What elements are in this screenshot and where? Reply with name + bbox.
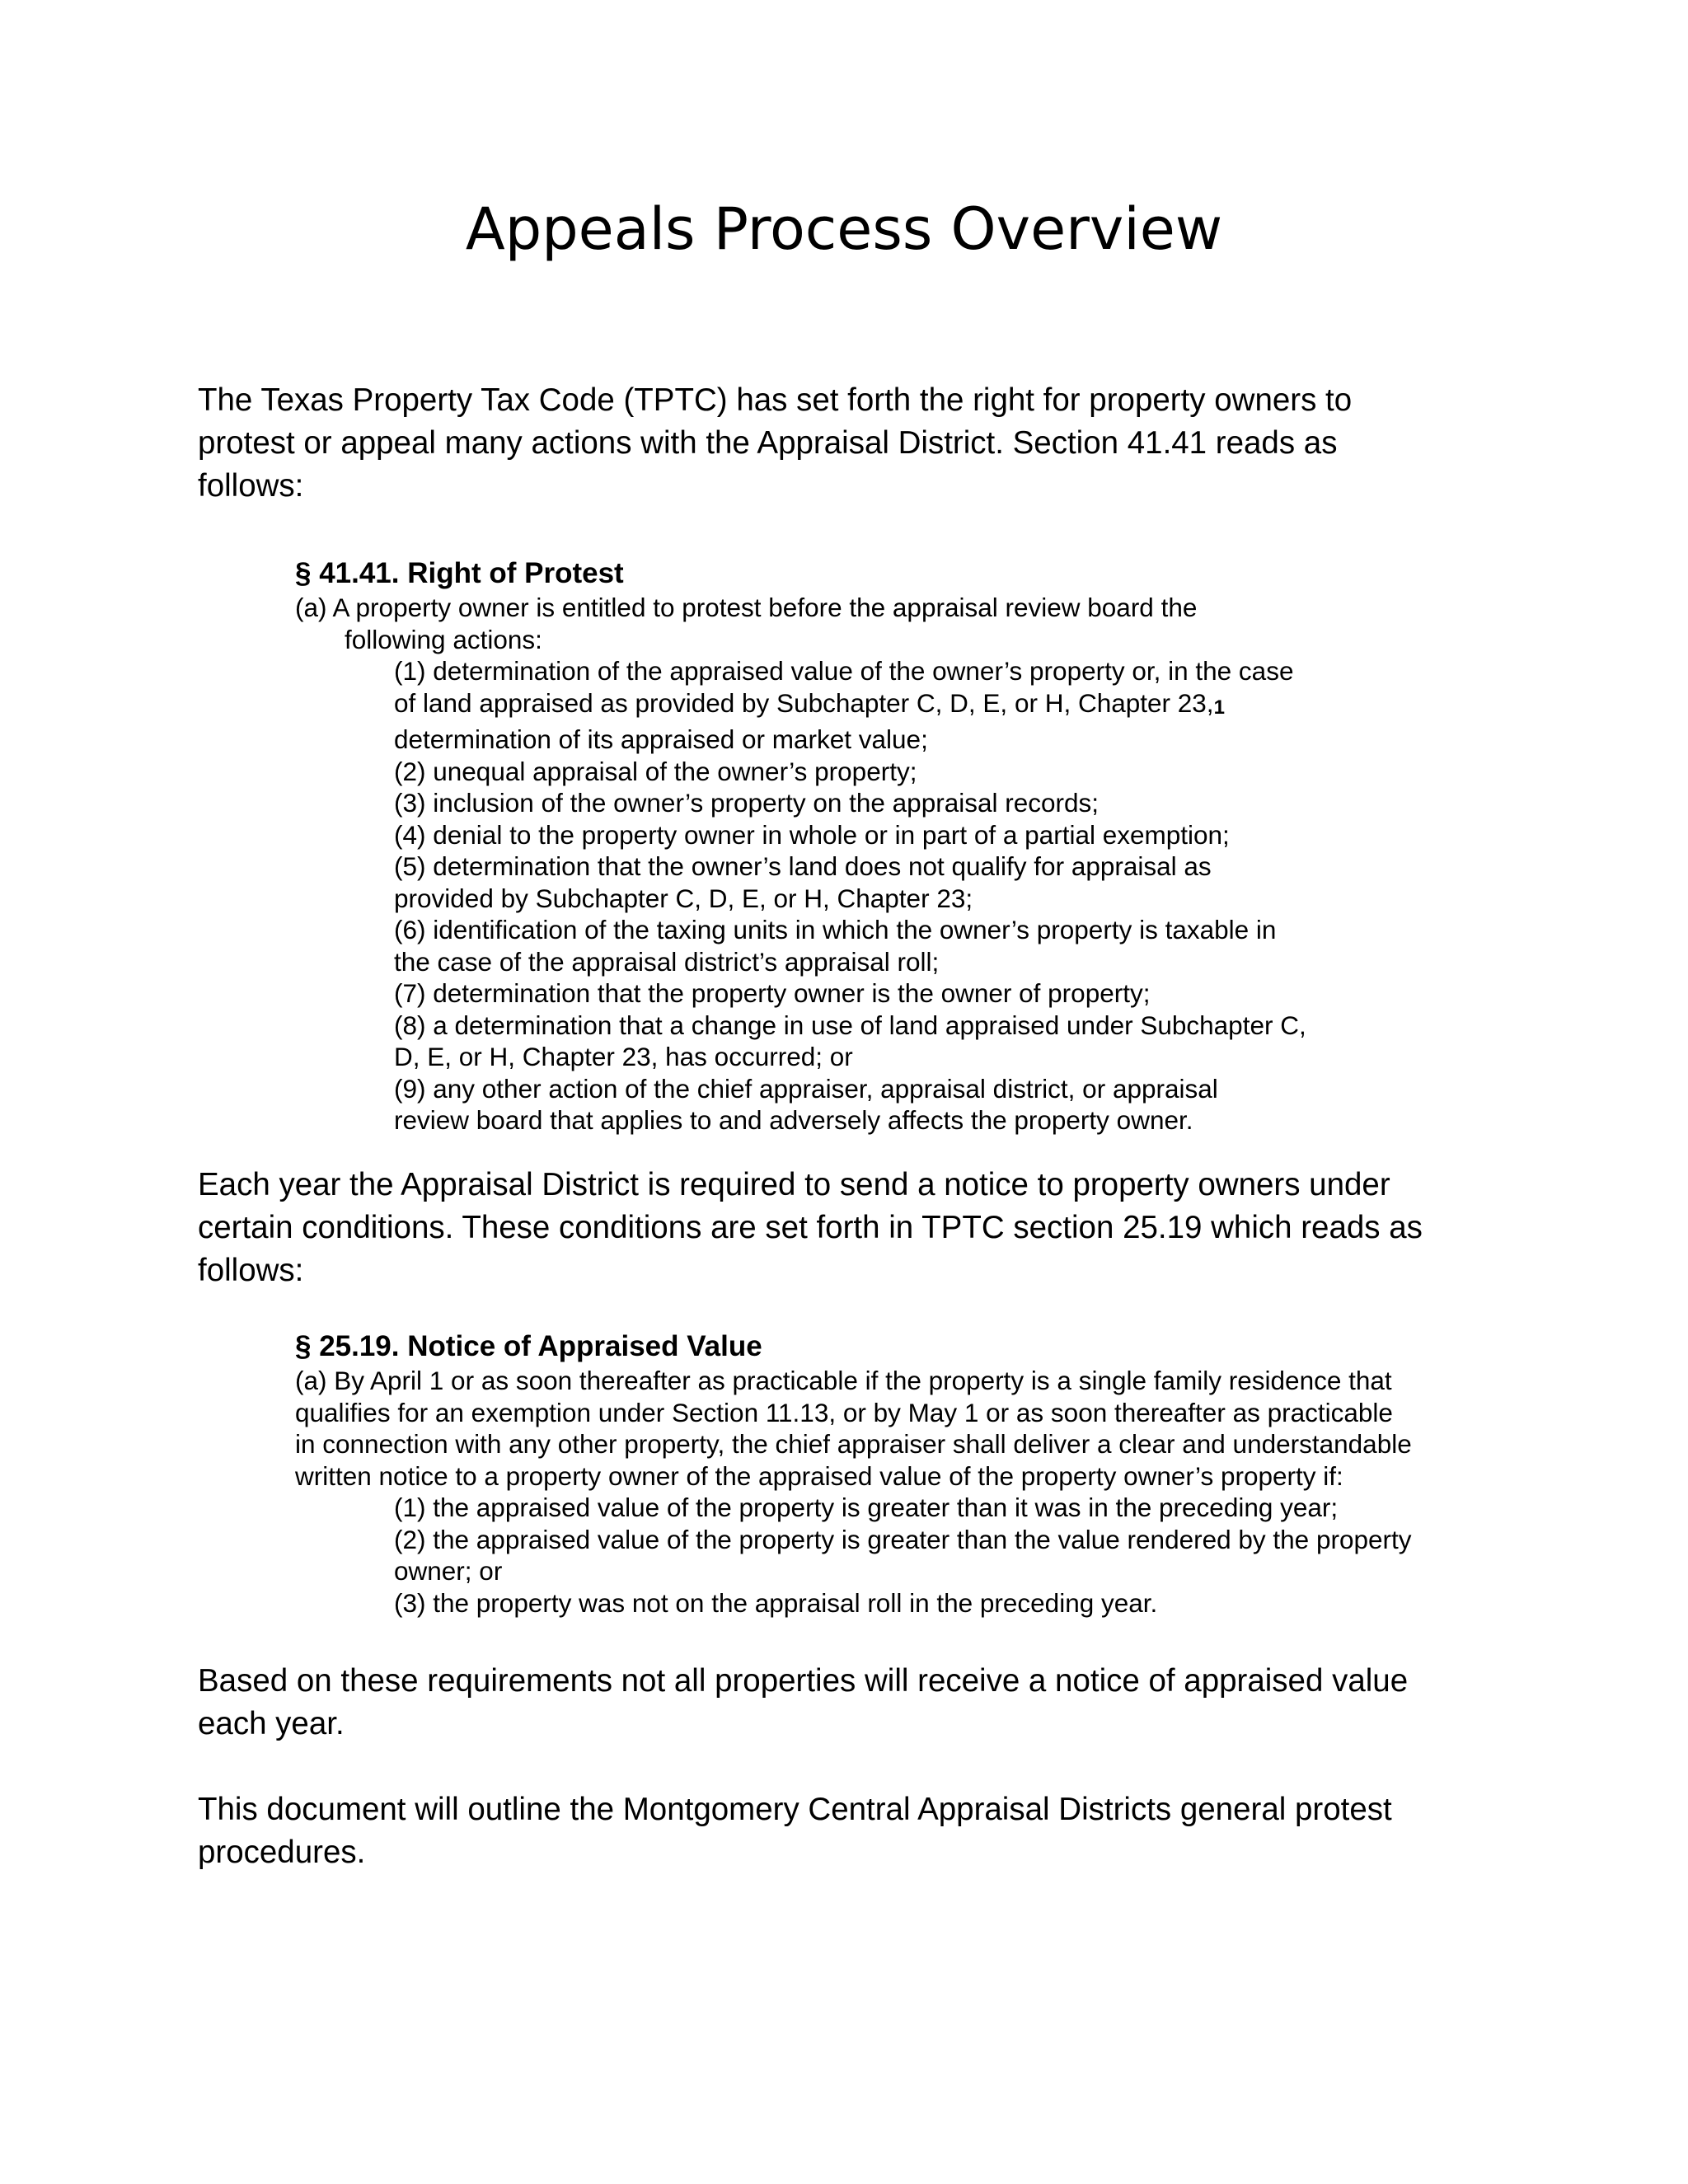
protest-item-line: (6) identification of the taxing units in which the owner’s property is taxable in <box>394 915 1277 944</box>
protest-item-line: the case of the appraisal district’s appraisal roll; <box>394 946 940 977</box>
protest-item-line: (7) determination that the property owner is the owner of property; <box>394 978 1151 1008</box>
protest-item-line: (3) inclusion of the owner’s property on the appraisal records; <box>394 788 1100 818</box>
intro-line: The Texas Property Tax Code (TPTC) has set forth the right for property owners to <box>198 382 1353 418</box>
section-25-19-a-line: written notice to a property owner of the appraised value of the property owner’s property if: <box>295 1460 1343 1491</box>
notice-line: Each year the Appraisal District is required to send a notice to property owners under <box>198 1167 1390 1202</box>
protest-item-line: (1) determination of the appraised value of the owner’s property or, in the case <box>394 656 1294 686</box>
section-41-41-quote <box>295 555 1490 1137</box>
requirements-line: Based on these requirements not all properties will receive a notice of appraised value <box>198 1663 1409 1699</box>
outline-line: procedures. <box>198 1835 366 1870</box>
section-41-41-a-line: (a) A property owner is entitled to protest before the appraisal review board the <box>295 593 1198 622</box>
section-41-41-a-line: following actions: <box>345 624 542 654</box>
protest-item-line: (5) determination that the owner’s land does not qualify for appraisal as <box>394 851 1212 881</box>
section-41-41-heading: § 41.41. Right of Protest <box>295 557 624 589</box>
notice-line: follows: <box>198 1253 304 1288</box>
requirements-paragraph <box>198 1660 1517 1746</box>
outline-line: This document will outline the Montgomery Central Appraisal Districts general protest <box>198 1792 1392 1827</box>
section-25-19-quote <box>295 1329 1490 1619</box>
protest-item-line: review board that applies to and adversely affects the property owner. <box>394 1105 1193 1135</box>
protest-item-line: determination of its appraised or market value; <box>394 724 928 754</box>
intro-paragraph <box>198 379 1517 508</box>
section-25-19-a-line: qualifies for an exemption under Section 11.13, or by May 1 or as soon thereafter as practicable <box>295 1397 1393 1427</box>
notice-item-line: owner; or <box>394 1556 503 1586</box>
protest-item-line <box>295 687 1490 724</box>
protest-item-line: (4) denial to the property owner in whole or in part of a partial exemption; <box>394 819 1230 850</box>
section-25-19-heading: § 25.19. Notice of Appraised Value <box>295 1330 762 1362</box>
protest-item-line: (2) unequal appraisal of the owner’s property; <box>394 756 917 786</box>
protest-item-text: of land appraised as provided by Subchapter C, D, E, or H, Chapter 23, <box>394 687 1214 718</box>
notice-item-line: (3) the property was not on the appraisal roll in the preceding year. <box>394 1587 1158 1618</box>
notice-item-line: (1) the appraised value of the property is greater than it was in the preceding year; <box>394 1493 1339 1522</box>
protest-item-line: (8) a determination that a change in use of land appraised under Subchapter C, <box>394 1010 1306 1040</box>
section-25-19-a-line: in connection with any other property, the chief appraiser shall deliver a clear and understandable <box>295 1429 1412 1459</box>
notice-paragraph <box>198 1164 1517 1292</box>
section-25-19-a-line: (a) By April 1 or as soon thereafter as practicable if the property is a single family residence that <box>295 1366 1392 1395</box>
footnote-mark: 1 <box>1213 696 1225 719</box>
intro-line: follows: <box>198 468 304 504</box>
page-title: Appeals Process Overview <box>465 195 1223 263</box>
notice-line: certain conditions. These conditions are set forth in TPTC section 25.19 which reads as <box>198 1210 1423 1245</box>
protest-item-line: provided by Subchapter C, D, E, or H, Chapter 23; <box>394 883 973 913</box>
intro-line: protest or appeal many actions with the Appraisal District. Section 41.41 reads as <box>198 425 1338 461</box>
requirements-line: each year. <box>198 1706 345 1741</box>
protest-item-line: (9) any other action of the chief appraiser, appraisal district, or appraisal <box>394 1073 1218 1104</box>
protest-item-line: D, E, or H, Chapter 23, has occurred; or <box>394 1042 853 1071</box>
notice-item-line: (2) the appraised value of the property is greater than the value rendered by the property <box>394 1524 1412 1554</box>
outline-paragraph <box>198 1788 1517 1874</box>
